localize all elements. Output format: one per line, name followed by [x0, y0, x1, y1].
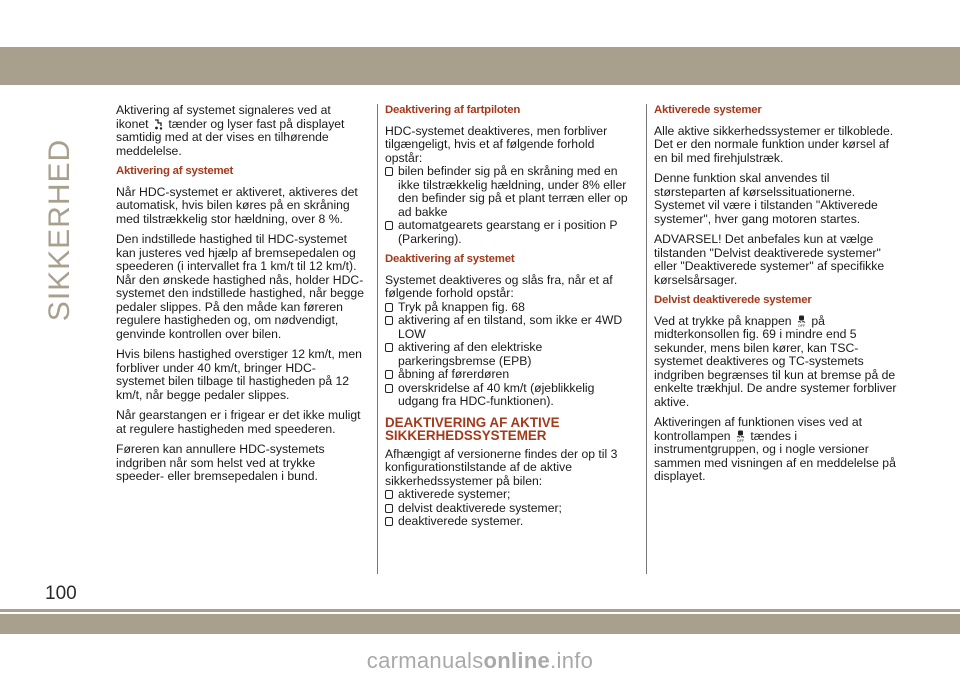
list-item: delvist deaktiverede systemer;	[385, 502, 633, 516]
footer-rule	[0, 609, 960, 612]
list-item: bilen befinder sig på en skråning med en ikke tilstrækkelig hældning, under 8% eller den befinder sig på et plant terræn eller op ad bakke	[385, 165, 633, 219]
subheading: Aktivering af systemet	[116, 165, 234, 177]
paragraph: Systemet deaktiveres og slås fra, når et af følgende forhold opstår:	[385, 272, 613, 300]
paragraph: Når gearstangen er i frigear er det ikke muligt at regulere hastigheden med speederen.	[116, 408, 361, 436]
page-top-margin	[0, 0, 960, 47]
list-item: Tryk på knappen fig. 68	[385, 301, 633, 315]
column-divider	[377, 104, 378, 574]
svg-text:OFF: OFF	[736, 438, 745, 442]
section-label: SIKKERHED	[43, 138, 76, 322]
column-3	[654, 104, 902, 491]
watermark: carmanualsonline.info	[366, 648, 594, 673]
column-divider	[646, 104, 647, 574]
paragraph: Denne funktion skal anvendes til størsteparten af kørselssituationerne. Systemet vil være i tilstanden "Aktiverede systemer", hver gang motoren startes.	[654, 171, 878, 226]
header-bar	[0, 47, 960, 85]
paragraph: ADVARSEL! Det anbefales kun at vælge tilstanden "Delvist deaktiverede systemer" eller "Deaktiverede systemer" af specifikke kørselsårsager.	[654, 232, 885, 287]
list-item: aktiverede systemer;	[385, 488, 633, 502]
subheading: Deaktivering af fartpiloten	[385, 104, 521, 116]
paragraph: Afhængigt af versionerne findes der op til 3 konfigurationstilstande af de aktive sikkerhedssystemer på bilen:	[385, 446, 618, 488]
paragraph: Føreren kan annullere HDC-systemets indgriben når som helst ved at trykke speeder- eller bremsepedalen i bund.	[116, 442, 325, 483]
bullet-list	[385, 301, 633, 409]
footer-bar	[0, 614, 960, 634]
column-1	[116, 104, 364, 491]
subheading: Aktiverede systemer	[654, 104, 762, 116]
list-item: aktivering af en tilstand, som ikke er 4WD LOW	[385, 314, 633, 341]
paragraph: HDC-systemet deaktiveres, men forbliver tilgængeligt, hvis et af følgende forhold opstår:	[385, 123, 608, 165]
car-skid-off-icon	[735, 430, 746, 442]
list-item: overskridelse af 40 km/t (øjeblikkelig udgang fra HDC-funktionen).	[385, 382, 633, 409]
paragraph: Når HDC-systemet er aktiveret, aktiveres det automatisk, hvis bilen køres på en skråning med tilstrækkelig stor hældning, over 8 %.	[116, 184, 358, 226]
column-2	[385, 104, 633, 536]
bullet-list	[385, 165, 633, 246]
bullet-list	[385, 488, 633, 529]
paragraph: Alle aktive sikkerhedssystemer er tilkoblede. Det er den normale funktion under kørsel af en bil med firehjulstræk.	[654, 123, 894, 165]
hill-descent-icon	[153, 118, 164, 130]
paragraph: Den indstillede hastighed til HDC-systemet kan justeres ved hjælp af bremsepedalen og speederen (i intervallet fra 1 km/t til 12 km/t). Når den ønskede hastighed nås, holder HDC-systemet den indstillede hastighed, når begge pedaler slippes. På den måde kan føreren regulere hastigheden og, om nødvendigt, genvinde kontrollen over bilen.	[116, 232, 364, 341]
page-number: 100	[45, 583, 77, 604]
subheading: Deaktivering af systemet	[385, 253, 515, 265]
list-item: automatgearets gearstang er i position P (Parkering).	[385, 219, 633, 246]
list-item: deaktiverede systemer.	[385, 515, 633, 529]
list-item: åbning af førerdøren	[385, 368, 633, 382]
subheading: Delvist deaktiverede systemer	[654, 294, 812, 306]
paragraph: Ved at trykke på knappen OFF på midterkonsollen fig. 69 i mindre end 5 sekunder, mens bilen kører, kan TSC-systemet deaktiveres og TC-systemets indgriben begrænses til kun at bremse på de enkelte trækhjul. De andre systemer forbliver aktive.	[654, 313, 897, 409]
paragraph: Hvis bilens hastighed overstiger 12 km/t, men forbliver under 40 km/t, bringer HDC-systemet bilen tilbage til hastigheden på 12 km/t, når begge pedaler slippes.	[116, 347, 362, 402]
svg-text:OFF: OFF	[797, 323, 806, 327]
list-item: aktivering af den elektriske parkeringsbremse (EPB)	[385, 341, 633, 368]
section-heading: DEAKTIVERING AF AKTIVE SIKKERHEDSSYSTEMER	[385, 414, 560, 443]
paragraph: Aktiveringen af funktionen vises ved at kontrollampen OFF tændes i instrumentgruppen, og i nogle versioner sammen med visningen af en meddelelse på displayet.	[654, 415, 896, 483]
car-skid-off-icon	[796, 315, 807, 327]
paragraph: Aktivering af systemet signaleres ved at ikonet tænder og lyser fast på displayet samtidig med at der vises en tilhørende meddelelse.	[116, 103, 345, 158]
